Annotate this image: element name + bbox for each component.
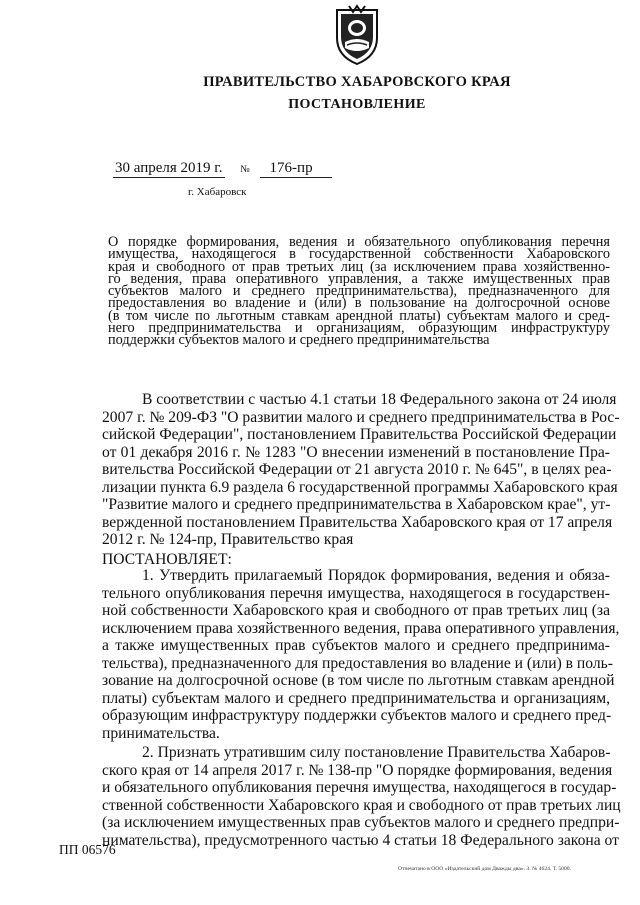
- text-line: тельного опубликования перечня имущества, находящегося в государствен-: [102, 584, 610, 602]
- title-line: го ведения, права оперативного управления, а также имущественных прав: [108, 270, 610, 287]
- text-line: 2012 г. № 124-пр, Правительство края: [102, 531, 354, 548]
- coat-of-arms-icon: [329, 4, 385, 66]
- printer-imprint: Отпечатано в ООО «Издательский дом Дважды два». З. № 4624. Т. 5000.: [398, 866, 571, 872]
- text-line: платы) субъектам малого и среднего предпринимательства и организациям,: [102, 689, 610, 707]
- text-line: исключением права хозяйственного ведения, права оперативного управления,: [102, 619, 620, 637]
- document-type: ПОСТАНОВЛЕНИЕ: [288, 97, 426, 112]
- text-line: образующим инфраструктуру поддержки субъектов малого и среднего пред-: [102, 707, 612, 724]
- text-line: вержденной постановлением Правительства Хабаровского края от 17 апреля: [102, 513, 613, 531]
- text-line: 2. Признать утратившим силу постановление Правительства Хабаров-: [142, 744, 611, 761]
- text-line: 1. Утвердить прилагаемый Порядок формирования, ведения и обяза-: [142, 567, 610, 584]
- text-line: вительства Российской Федерации от 21 августа 2010 г. № 645", в целях реа-: [102, 461, 612, 478]
- document-number: 176-пр: [260, 160, 332, 178]
- title-line: края и свободного от прав третьих лиц (за исключением права хозяйственно-: [108, 258, 610, 275]
- text-line: нимательства), предусмотренного частью 4 статьи 18 Федерального закона от: [102, 831, 619, 849]
- document-title: [108, 236, 610, 347]
- document-date: 30 апреля 2019 г.: [115, 160, 223, 176]
- text-line: тельства), предназначенного для предоставления во владение и (или) в поль-: [102, 654, 613, 672]
- text-line: и обязательного опубликования перечня имущества, находящегося в государ-: [102, 779, 617, 796]
- number-sign: №: [240, 164, 250, 175]
- text-line: В соответствии с частью 4.1 статьи 18 Федерального закона от 24 июля: [142, 391, 617, 408]
- title-line: субъектов малого и среднего предпринимательства), предназначенного для: [108, 283, 610, 300]
- text-line: ной собственности Хабаровского края и свободного от прав третьих лиц (за: [102, 602, 610, 619]
- city: г. Хабаровск: [188, 186, 247, 198]
- decree-heading: [102, 551, 610, 569]
- text-line: ственной собственности Хабаровского края и свободного от прав третьих лиц: [102, 796, 621, 814]
- title-line: предоставления во владение и (или) в пользование на долгосрочной основе: [108, 295, 610, 312]
- text-line: "Развитие малого и среднего предпринимательства в Хабаровском крае", ут-: [102, 496, 611, 513]
- text-line: сийской Федерации", постановлением Правительства Российской Федерации: [102, 426, 617, 443]
- text-line: ского края от 14 апреля 2017 г. № 138-пр "О порядке формирования, ведения: [102, 761, 613, 779]
- title-line: него предпринимательства и организациям, образующим инфраструктуру: [108, 320, 610, 337]
- title-line: О порядке формирования, ведения и обязательного опубликования перечня: [108, 234, 610, 250]
- title-line: имущества, находящегося в государственной собственности Хабаровского: [108, 246, 610, 263]
- decree-word: ПОСТАНОВЛЯЕТ:: [102, 551, 232, 568]
- footer-code: ПП 06576: [59, 842, 116, 857]
- text-line: а также имущественных прав субъектов малого и среднего предпринима-: [102, 637, 610, 654]
- item-2-paragraph: [102, 744, 621, 849]
- item-1-paragraph: [102, 567, 620, 742]
- text-line: лизации пункта 6.9 раздела 6 государственной программы Хабаровского края: [102, 478, 618, 496]
- text-line: зование на долгосрочной основе (в том числе по льготным ставкам арендной: [102, 672, 615, 689]
- title-line: (в том числе по льготным ставкам арендной платы) субъектам малого и сред-: [108, 307, 610, 324]
- text-line: от 01 декабря 2016 г. № 1283 "О внесении изменений в постановление Пра-: [102, 443, 610, 461]
- text-line: (за исключением имущественных прав субъектов малого и среднего предпри-: [102, 814, 620, 831]
- title-line: поддержки субъектов малого и среднего предпринимательства: [108, 332, 490, 349]
- registration-line: [113, 160, 332, 178]
- text-line: принимательства.: [102, 724, 220, 742]
- preamble-paragraph: [102, 391, 620, 549]
- text-line: 2007 г. № 209-ФЗ "О развитии малого и среднего предпринимательства в Рос-: [102, 408, 620, 426]
- organization-name: ПРАВИТЕЛЬСТВО ХАБАРОВСКОГО КРАЯ: [203, 74, 511, 90]
